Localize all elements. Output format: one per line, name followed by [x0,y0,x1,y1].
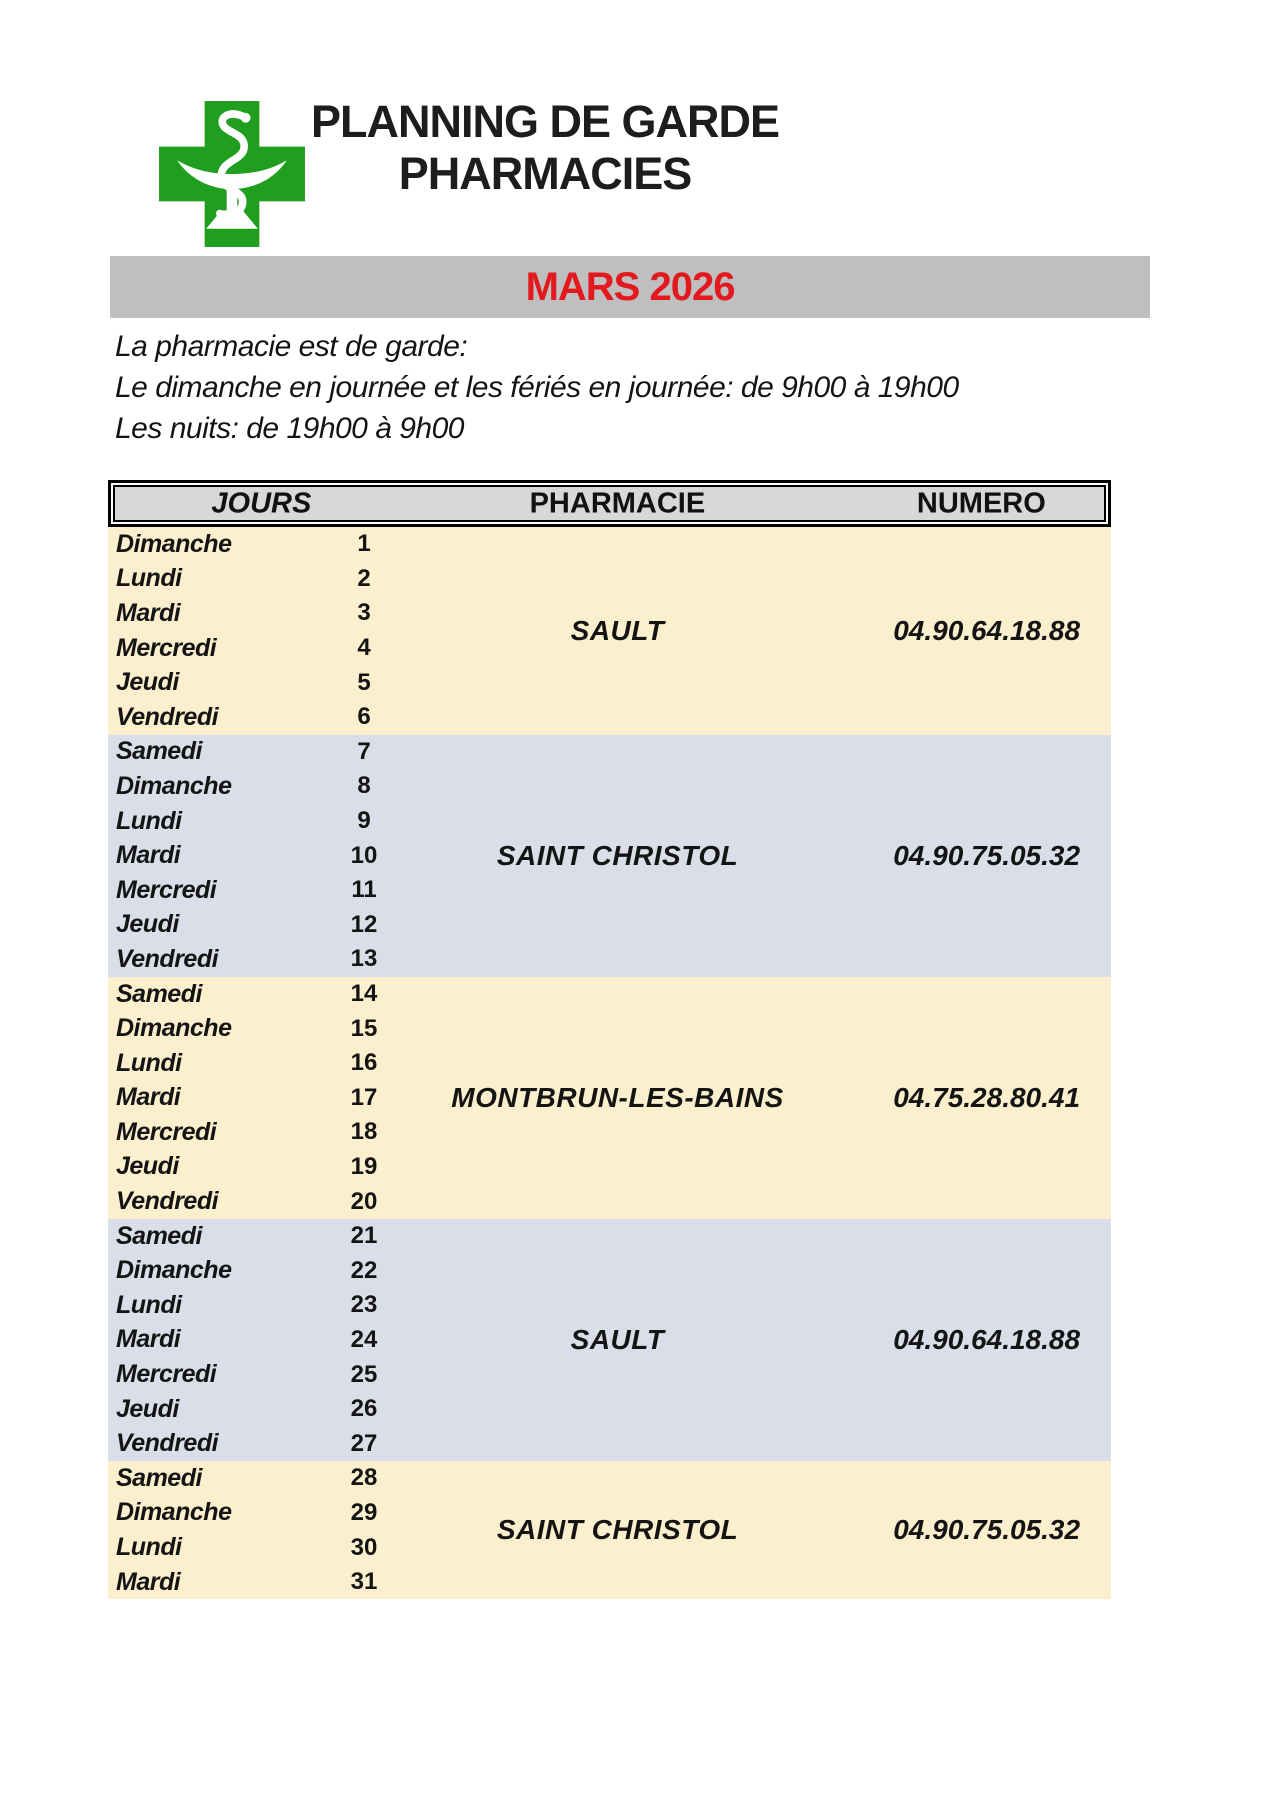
day-row [108,665,1111,700]
day-number: 28 [350,1464,378,1492]
column-header-pharmacie: PHARMACIE [529,487,706,519]
schedule-table-header [108,480,1111,527]
day-row [108,700,1111,735]
day-row [108,562,1111,597]
day-name: Jeudi [116,910,179,939]
day-name: Lundi [116,1290,182,1319]
pharmacy-name: SAULT [570,614,665,646]
day-name: Mardi [116,1567,181,1596]
day-row [108,1253,1111,1288]
day-name: Dimanche [116,1256,232,1285]
day-name: Mercredi [116,1360,217,1389]
schedule-block [108,527,1111,735]
day-name: Mercredi [116,633,217,662]
day-name: Mardi [116,841,181,870]
guard-hours-note [115,326,959,449]
day-name: Mercredi [116,1117,217,1146]
day-row [108,1150,1111,1185]
day-row [108,1357,1111,1392]
pharmacy-phone: 04.90.75.05.32 [893,839,1081,871]
day-row [108,769,1111,804]
day-number: 12 [350,910,378,938]
pharmacy-phone: 04.90.64.18.88 [893,1323,1081,1355]
pharmacy-phone: 04.75.28.80.41 [893,1081,1081,1113]
day-row [108,1184,1111,1219]
schedule-block [108,1219,1111,1461]
day-name: Vendredi [116,1187,219,1216]
page-title-line1: PLANNING DE GARDE [310,96,780,147]
day-row [108,735,1111,770]
table-body [108,527,1111,1599]
day-number: 18 [350,1118,378,1146]
day-row [108,1219,1111,1254]
day-name: Mercredi [116,875,217,904]
day-name: Mardi [116,598,181,627]
day-name: Lundi [116,564,182,593]
day-row [108,1046,1111,1081]
column-header-jours: JOURS [211,487,312,519]
day-name: Samedi [116,1221,202,1250]
day-row [108,1392,1111,1427]
day-name: Samedi [116,737,202,766]
day-row [108,1011,1111,1046]
pharmacy-name: SAULT [570,1323,665,1355]
day-name: Lundi [116,1533,182,1562]
day-number: 2 [357,564,371,592]
day-name: Vendredi [116,702,219,731]
day-row [108,873,1111,908]
day-name: Dimanche [116,1014,232,1043]
day-row [108,1288,1111,1323]
day-number: 24 [350,1325,378,1353]
day-row [108,527,1111,562]
page-title [255,96,835,200]
pharmacy-name: MONTBRUN-LES-BAINS [451,1081,784,1113]
day-number: 3 [357,599,371,627]
day-number: 10 [350,841,378,869]
day-row [108,1426,1111,1461]
day-number: 19 [350,1152,378,1180]
day-number: 17 [350,1083,378,1111]
day-name: Samedi [116,1463,202,1492]
guard-hours-line3: Les nuits: de 19h00 à 9h00 [115,412,464,445]
day-number: 27 [350,1429,378,1457]
day-name: Jeudi [116,668,179,697]
day-name: Jeudi [116,1394,179,1423]
day-number: 23 [350,1291,378,1319]
guard-hours-line2: Le dimanche en journée et les fériés en journée: de 9h00 à 19h00 [115,371,959,404]
day-name: Lundi [116,806,182,835]
schedule-block [108,977,1111,1219]
day-name: Dimanche [116,771,232,800]
day-number: 4 [357,634,371,662]
pharmacy-name: SAINT CHRISTOL [496,1514,739,1546]
day-number: 30 [350,1533,378,1561]
day-name: Samedi [116,979,202,1008]
day-number: 29 [350,1498,378,1526]
day-number: 14 [350,980,378,1008]
pharmacy-phone: 04.90.64.18.88 [893,614,1081,646]
page-title-line2: PHARMACIES [398,148,692,199]
day-number: 16 [350,1049,378,1077]
day-name: Mardi [116,1083,181,1112]
day-number: 13 [350,945,378,973]
day-name: Dimanche [116,529,232,558]
day-number: 21 [350,1222,378,1250]
day-row [108,1115,1111,1150]
day-name: Mardi [116,1325,181,1354]
schedule-table-header-inner [113,485,1106,522]
guard-hours-line1: La pharmacie est de garde: [115,330,468,363]
month-banner: MARS 2026 [110,256,1150,318]
column-header-numero: NUMERO [916,487,1046,519]
day-row [108,1461,1111,1496]
day-number: 20 [350,1187,378,1215]
day-name: Vendredi [116,1429,219,1458]
day-number: 26 [350,1395,378,1423]
day-number: 5 [357,668,371,696]
day-number: 31 [350,1568,378,1596]
day-row [108,804,1111,839]
day-row [108,1565,1111,1600]
day-number: 7 [357,737,371,765]
day-number: 6 [357,703,371,731]
day-number: 25 [350,1360,378,1388]
day-number: 9 [357,807,371,835]
day-number: 22 [350,1256,378,1284]
day-name: Dimanche [116,1498,232,1527]
schedule-block [108,1461,1111,1599]
day-number: 8 [357,772,371,800]
day-number: 15 [350,1014,378,1042]
schedule-block [108,735,1111,977]
pharmacy-phone: 04.90.75.05.32 [893,1514,1081,1546]
day-row [108,942,1111,977]
day-name: Vendredi [116,944,219,973]
day-name: Jeudi [116,1152,179,1181]
day-number: 1 [357,530,371,558]
day-name: Lundi [116,1048,182,1077]
day-number: 11 [351,876,377,904]
day-row [108,908,1111,943]
schedule-table [108,480,1111,1599]
pharmacy-name: SAINT CHRISTOL [496,839,739,871]
day-row [108,977,1111,1012]
